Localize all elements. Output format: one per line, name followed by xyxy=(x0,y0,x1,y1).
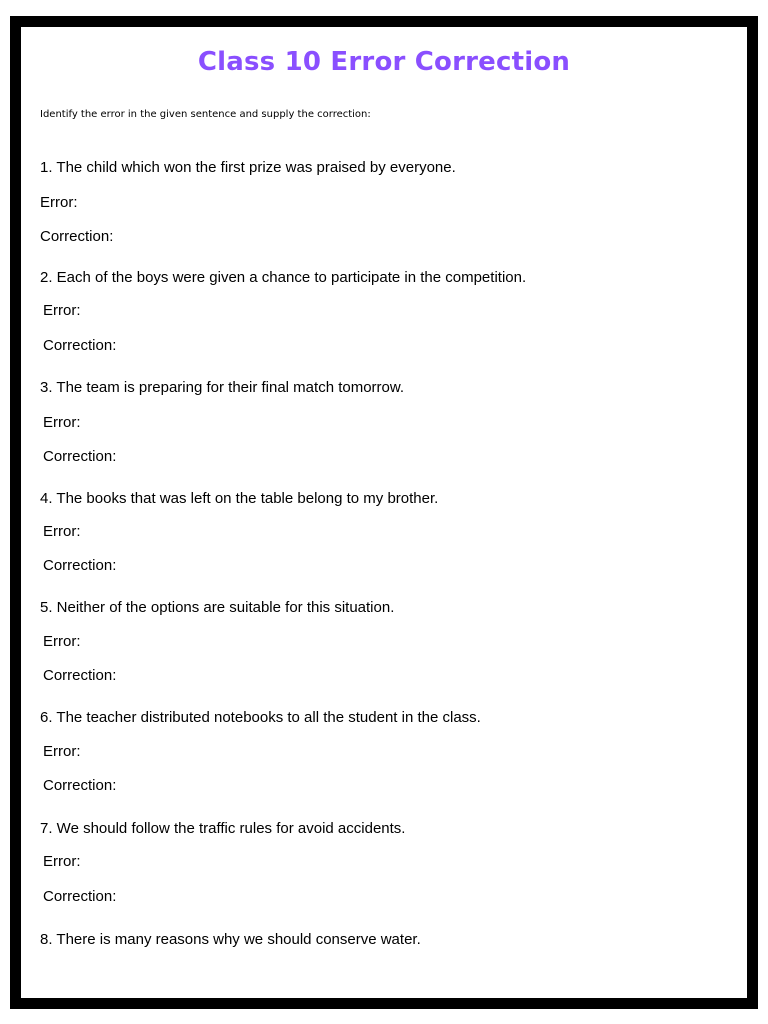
instruction-text: Identify the error in the given sentence and supply the correction: xyxy=(40,109,371,120)
question-7: 7. We should follow the traffic rules for avoid accidents. xyxy=(40,820,406,837)
question-5: 5. Neither of the options are suitable for this situation. xyxy=(40,599,395,616)
correction-label-1: Correction: xyxy=(40,228,114,245)
error-label-4: Error: xyxy=(43,523,81,540)
question-3: 3. The team is preparing for their final match tomorrow. xyxy=(40,379,405,396)
worksheet-frame xyxy=(10,16,758,1009)
correction-label-4: Correction: xyxy=(43,557,117,574)
error-label-1: Error: xyxy=(40,194,78,211)
error-label-6: Error: xyxy=(43,743,81,760)
question-1: 1. The child which won the first prize was praised by everyone. xyxy=(40,159,456,176)
question-4: 4. The books that was left on the table belong to my brother. xyxy=(40,490,439,507)
question-8: 8. There is many reasons why we should conserve water. xyxy=(40,931,421,948)
correction-label-3: Correction: xyxy=(43,448,117,465)
error-label-3: Error: xyxy=(43,414,81,431)
correction-label-6: Correction: xyxy=(43,777,117,794)
page-title: Class 10 Error Correction xyxy=(197,47,571,77)
correction-label-2: Correction: xyxy=(43,337,117,354)
correction-label-5: Correction: xyxy=(43,667,117,684)
error-label-7: Error: xyxy=(43,853,81,870)
error-label-2: Error: xyxy=(43,302,81,319)
correction-label-7: Correction: xyxy=(43,888,117,905)
error-label-5: Error: xyxy=(43,633,81,650)
question-2: 2. Each of the boys were given a chance to participate in the competition. xyxy=(40,269,527,286)
question-6: 6. The teacher distributed notebooks to all the student in the class. xyxy=(40,709,481,726)
